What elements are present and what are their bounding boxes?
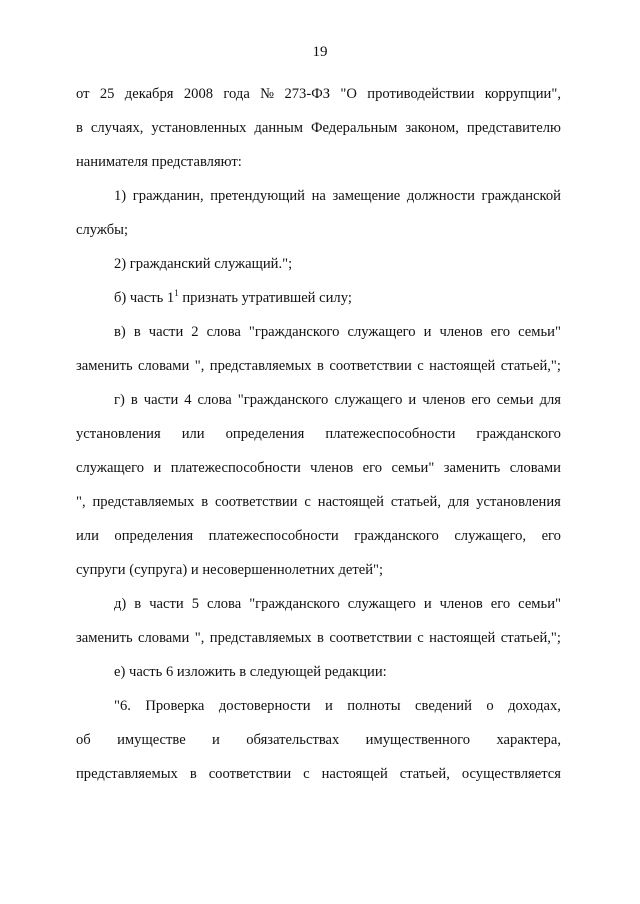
word: с [417,358,424,374]
word: 25 [99,86,115,102]
word: 273-ФЗ [284,86,331,102]
word: настоящей [317,494,384,510]
word: характера, [496,732,561,748]
word: соответствии [215,494,298,510]
text-line [76,111,561,145]
word: соответствии [208,766,292,782]
word: и [325,698,333,714]
text-line: службы; [76,222,129,238]
text-line [76,77,561,111]
word: слова [197,392,232,408]
word: словами [138,358,190,374]
word: случаях, [90,120,144,136]
word: ", [194,358,205,374]
word: слова [206,324,241,340]
word: части [149,596,184,612]
word: установленных [151,120,247,136]
word: декабря [124,86,174,102]
word: слова [206,596,242,612]
word: семьи" [391,460,435,476]
word: соответствии [329,630,412,646]
word: обязательствах [246,732,340,748]
word: претендующий [210,188,305,204]
word: для [539,392,561,408]
paragraph-first-line [76,315,561,349]
word: его [541,528,561,544]
word: 1) [114,188,127,204]
text-line [76,485,561,519]
text-fragment: б) часть 1 [114,290,175,306]
word: его [471,392,491,408]
word: Проверка [145,698,205,714]
word: ", [76,494,86,510]
word: в [201,494,209,510]
word: установления [476,494,561,510]
word: служащего [334,392,403,408]
word: законом, [405,120,459,136]
document-body [76,77,561,791]
word: словами [138,630,190,646]
word: для [447,494,470,510]
word: в [134,596,142,612]
word: статьей,"; [500,630,561,646]
text-line [76,417,561,451]
word: служащего [76,460,145,476]
word: коррупции", [484,86,561,102]
text-line [76,621,561,655]
word: и [423,596,432,612]
paragraph-first-line: е) часть 6 изложить в следующей редакции: [114,664,387,680]
word: представляемых [92,494,195,510]
word: в [317,358,324,374]
text-fragment: признать утратившей силу; [178,290,352,306]
word: замещение [332,188,401,204]
word: членов [439,596,483,612]
word: настоящей [321,766,388,782]
word: представляемых [209,358,312,374]
word: его [490,596,511,612]
word: "гражданского [249,596,340,612]
word: заменить [443,460,501,476]
word: и [423,324,432,340]
word: Федеральным [310,120,398,136]
word: гражданин, [132,188,204,204]
word: статьей, [390,494,441,510]
word: "6. [114,698,131,714]
word: определения [114,528,194,544]
word: настоящей [429,630,496,646]
text-line [76,349,561,383]
word: гражданского [476,426,561,442]
word: ", [194,630,205,646]
paragraph-first-line: 2) гражданский служащий."; [114,256,293,272]
word: членов [439,324,483,340]
word: в [189,766,197,782]
word: платежеспособности [325,426,456,442]
word: с [304,494,311,510]
word: части [143,392,179,408]
word: полноты [347,698,401,714]
word: доходах, [508,698,561,714]
text-line: нанимателя представляют: [76,154,242,170]
word: представляемых [209,630,312,646]
paragraph-first-line [76,587,561,621]
word: в [130,392,138,408]
word: или [181,426,205,442]
word: в) [114,324,126,340]
paragraph-first-line [76,689,561,723]
word: "гражданского [237,392,329,408]
word: его [362,460,383,476]
word: имущественного [365,732,471,748]
word: данным [254,120,303,136]
word: и [153,460,162,476]
word: сведений [415,698,472,714]
word: 2008 [183,86,214,102]
word: платежеспособности [170,460,301,476]
word: и [212,732,220,748]
word: 5 [191,596,199,612]
paragraph-first-line [76,179,561,213]
word: или [76,528,99,544]
word: "гражданского [248,324,340,340]
word: 4 [184,392,192,408]
paragraph-first-line [76,281,561,315]
word: 2 [191,324,199,340]
word: гражданской [481,188,561,204]
word: имуществе [117,732,186,748]
word: членов [310,460,354,476]
word: платежеспособности [208,528,339,544]
word: настоящей [429,358,496,374]
word: № [260,86,275,102]
word: осуществляется [461,766,561,782]
word: противодействии [367,86,475,102]
word: представляемых [76,766,178,782]
word: "О [340,86,357,102]
word: в [317,630,324,646]
word: с [417,630,424,646]
word: достоверности [218,698,311,714]
word: от [76,86,90,102]
word: заменить [76,630,133,646]
word: об [76,732,91,748]
word: гражданского [354,528,439,544]
word: в [133,324,141,340]
word: служащего, [454,528,527,544]
word: служащего [347,324,416,340]
word: части [148,324,184,340]
word: семьи" [518,596,561,612]
word: статьей,"; [500,358,561,374]
word: его [490,324,511,340]
word: года [223,86,250,102]
word: определения [225,426,305,442]
word: должности [406,188,475,204]
word: о [486,698,494,714]
text-line [76,723,561,757]
text-line: супруги (супруга) и несовершеннолетних детей"; [76,562,384,578]
superscript: 1 [174,288,179,298]
word: г) [114,392,125,408]
text-line [76,757,561,791]
word: с [303,766,310,782]
word: на [311,188,326,204]
word: членов [422,392,466,408]
word: семьи" [518,324,561,340]
word: статьей, [399,766,450,782]
text-line [76,451,561,485]
word: служащего [347,596,416,612]
word: установления [76,426,161,442]
word: в [76,120,83,136]
paragraph-first-line [76,383,561,417]
word: заменить [76,358,133,374]
word: семьи [496,392,534,408]
text-line [76,519,561,553]
page-number: 19 [312,44,328,60]
word: представителю [466,120,561,136]
word: д) [114,596,127,612]
word: и [408,392,417,408]
word: соответствии [329,358,412,374]
word: словами [509,460,561,476]
